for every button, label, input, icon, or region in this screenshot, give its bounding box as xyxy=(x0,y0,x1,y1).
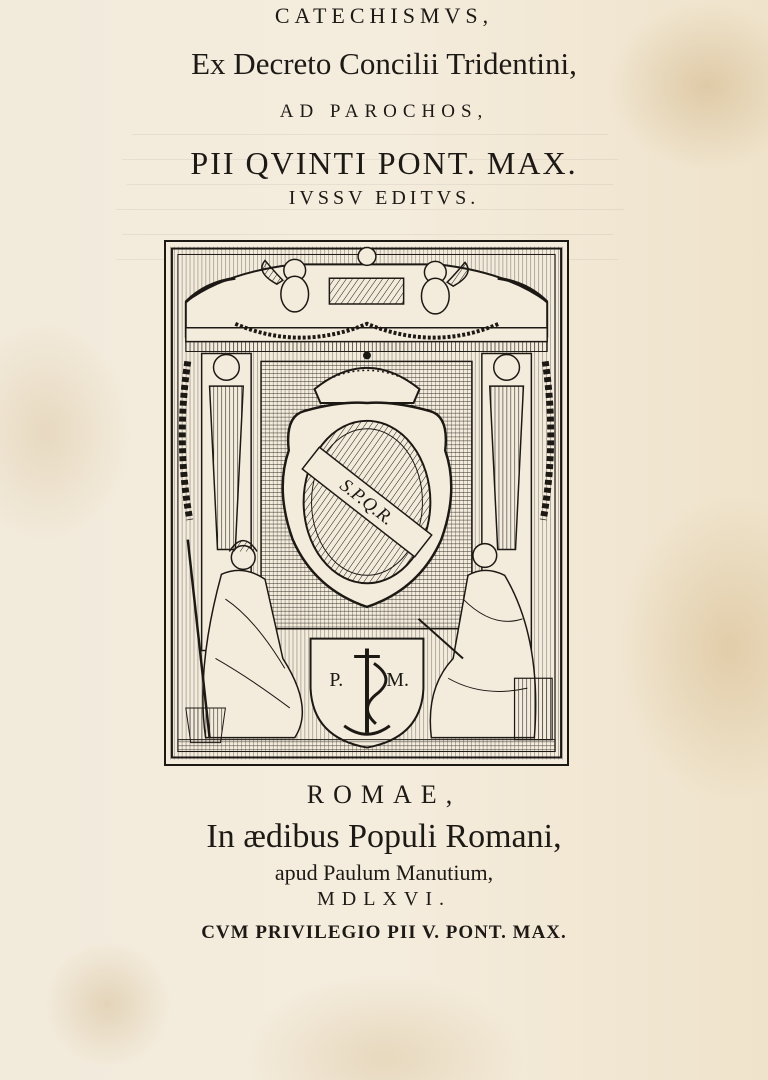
imprint-privilege: CVM PRIVILEGIO PII V. PONT. MAX. xyxy=(201,922,567,943)
imprint-city: ROMAE, xyxy=(306,780,462,809)
title-line-pius: PII QVINTI PONT. MAX. xyxy=(190,145,578,181)
spqr-banner: S.P.Q.R. xyxy=(335,474,398,530)
title-line-catechismus: CATECHISMVS, xyxy=(274,3,494,28)
imprint-year: MDLXVI. xyxy=(317,888,451,910)
title-line-iussu: IVSSV EDITVS. xyxy=(288,187,480,209)
device-initial-left: P. xyxy=(329,669,344,692)
pediment xyxy=(186,264,547,351)
woodcut-illustration xyxy=(164,240,569,766)
title-line-decree: Ex Decreto Concilii Tridentini, xyxy=(191,46,577,81)
title-line-parochos: AD PAROCHOS, xyxy=(279,101,489,122)
device-initial-right: M. xyxy=(386,669,409,692)
imprint-press: In ædibus Populi Romani, xyxy=(206,818,562,855)
woodcut-engraving xyxy=(166,242,567,764)
imprint-printer: apud Paulum Manutium, xyxy=(274,860,494,885)
